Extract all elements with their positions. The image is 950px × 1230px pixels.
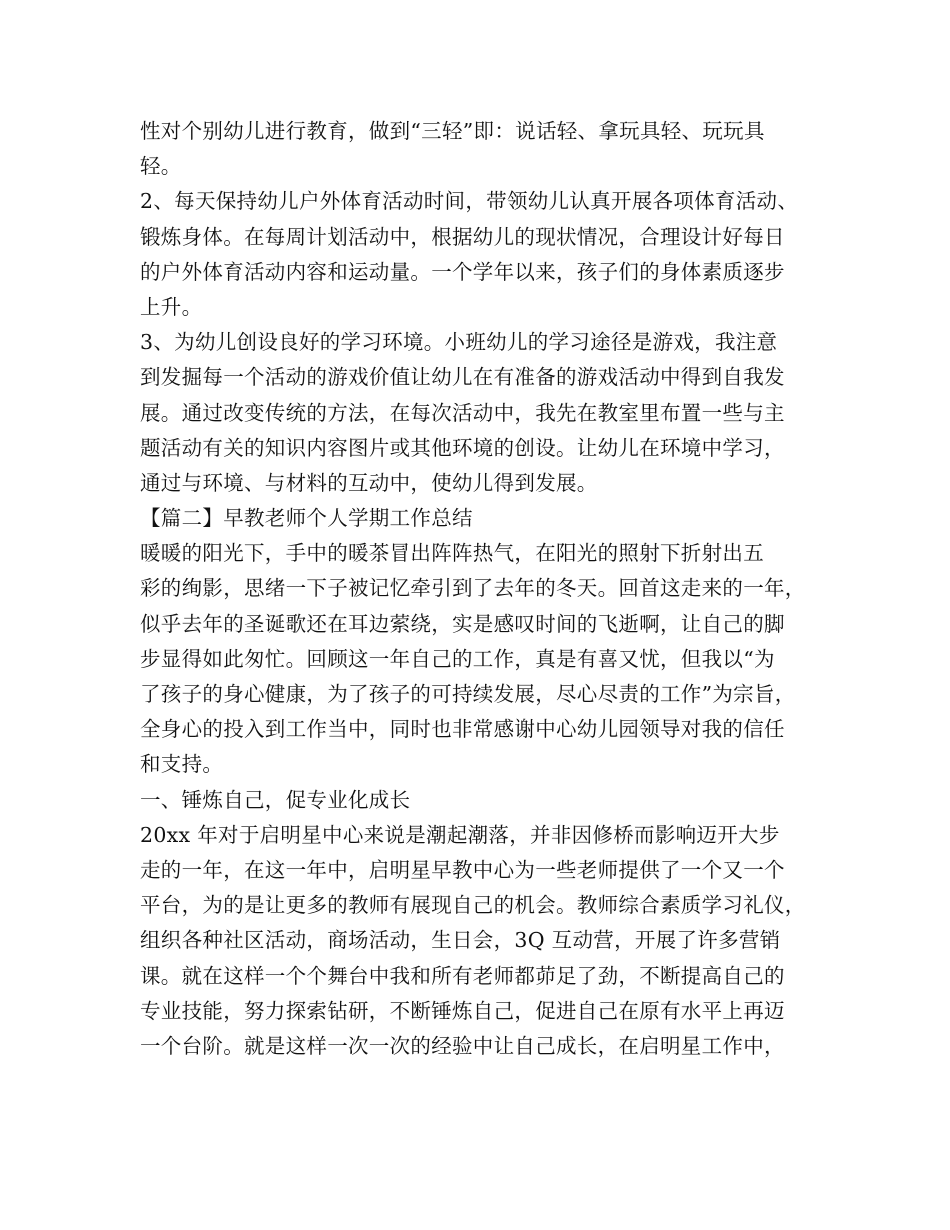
- text-line: 和支持。: [140, 752, 224, 777]
- text-line: 专业技能，努力探索钻研，不断锤炼自己，促进自己在原有水平上再迈: [140, 998, 785, 1023]
- text-line: 似乎去年的圣诞歌还在耳边萦绕，实是感叹时间的飞逝啊，让自己的脚: [140, 611, 785, 636]
- document-body: [140, 114, 840, 1064]
- text-line: 全身心的投入到工作当中，同时也非常感谢中心幼儿园领导对我的信任: [140, 717, 785, 742]
- text-line: 课。就在这样一个个舞台中我和所有老师都茆足了劲，不断提高自己的: [140, 963, 785, 988]
- text-line: 展。通过改变传统的方法，在每次活动中，我先在教室里布置一些与主: [140, 400, 785, 425]
- text-line: 题活动有关的知识内容图片或其他环境的创设。让幼儿在环境中学习，: [140, 435, 785, 460]
- text-line: 20xx 年对于启明星中心来说是潮起潮落，并非因修桥而影响迈开大步: [140, 822, 780, 847]
- text-line: 了孩子的身心健康，为了孩子的可持续发展，尽心尽责的工作”为宗旨，: [140, 682, 796, 706]
- text-line: 轻。: [140, 154, 182, 179]
- subsection-heading: 一、锤炼自己，促专业化成长: [140, 787, 411, 812]
- text-line: 的户外体育活动内容和运动量。一个学年以来，孩子们的身体素质逐步: [140, 259, 785, 284]
- text-line: 性对个别幼儿进行教育，做到“三轻”即：说话轻、拿玩具轻、玩玩具: [140, 119, 765, 143]
- text-line: 锻炼身体。在每周计划活动中，根据幼儿的现状情况，合理设计好每日: [140, 224, 785, 249]
- text-line: 3、为幼儿创设良好的学习环境。小班幼儿的学习途径是游戏，我注意: [140, 330, 778, 355]
- section-heading: 【篇二】早教老师个人学期工作总结: [140, 506, 473, 531]
- text-line: 暖暖的阳光下，手中的暖茶冒出阵阵热气，在阳光的照射下折射出五: [140, 541, 764, 566]
- text-line: 彩的绚影，思绪一下子被记忆牵引到了去年的冬天。回首这走来的一年，: [140, 576, 806, 601]
- text-line: 走的一年，在这一年中，启明星早教中心为一些老师提供了一个又一个: [140, 857, 785, 882]
- text-line: 通过与环境、与材料的互动中，使幼儿得到发展。: [140, 470, 598, 495]
- text-line: 2、每天保持幼儿户外体育活动时间，带领幼儿认真开展各项体育活动、: [140, 189, 799, 214]
- text-line: 到发掘每一个活动的游戏价值让幼儿在有准备的游戏活动中得到自我发: [140, 365, 785, 390]
- text-line: 组织各种社区活动，商场活动，生日会，3Q 互动营，开展了许多营销: [140, 928, 781, 953]
- text-line: 平台，为的是让更多的教师有展现自己的机会。教师综合素质学习礼仪，: [140, 893, 806, 918]
- text-line: 一个台阶。就是这样一次一次的经验中让自己成长，在启明星工作中，: [140, 1033, 785, 1058]
- text-line: 上升。: [140, 294, 203, 319]
- text-line: 步显得如此匆忙。回顾这一年自己的工作，真是有喜又忧，但我以“为: [140, 646, 775, 671]
